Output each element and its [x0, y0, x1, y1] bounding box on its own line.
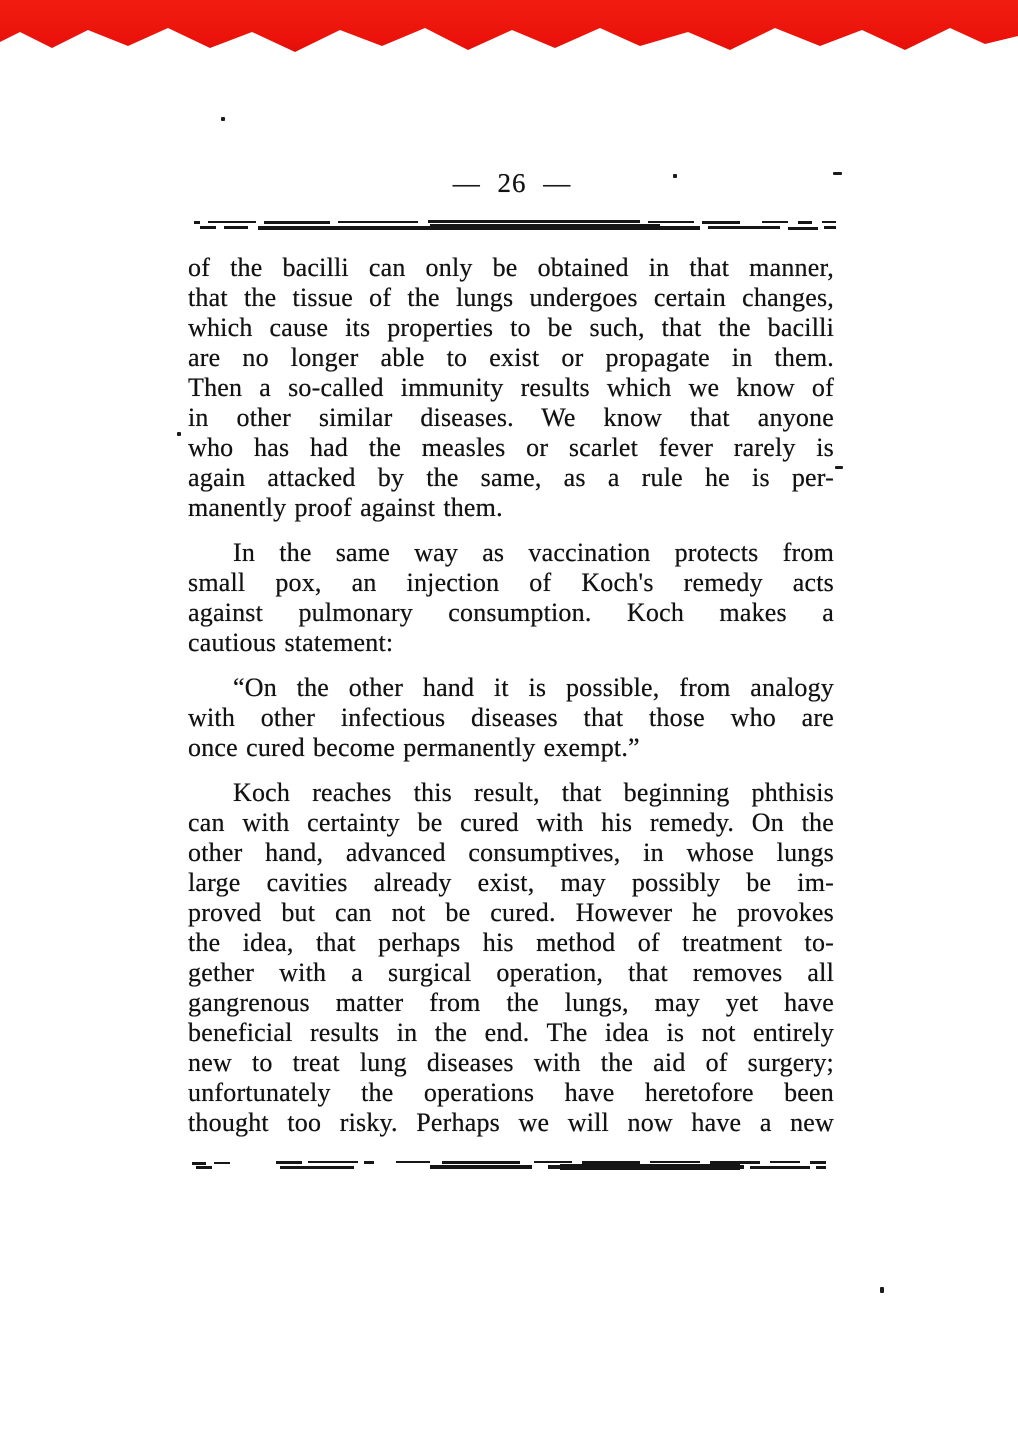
text-line: manently proof against them. [188, 493, 503, 522]
text-line: Then a so-called immunity results which we know of [188, 373, 834, 402]
text-line: new to treat lung diseases with the aid of surgery; [188, 1048, 834, 1077]
text-line: in other similar diseases. We know that anyone [188, 403, 834, 432]
text-line: the idea, that perhaps his method of treatment to- [188, 928, 834, 957]
paragraph [188, 778, 834, 1138]
text-line: which cause its properties to be such, that the bacilli [188, 313, 834, 342]
text-line: cautious statement: [188, 628, 394, 657]
text-line: “On the other hand it is possible, from analogy [233, 673, 834, 702]
text-line: once cured become permanently exempt.” [188, 733, 640, 762]
text-line: who has had the measles or scarlet fever rarely is [188, 433, 834, 462]
text-line: with other infectious diseases that those who are [188, 703, 834, 732]
text-line: unfortunately the operations have heretofore been [188, 1078, 834, 1107]
text-line: of the bacilli can only be obtained in that manner, [188, 253, 834, 282]
scan-speck [221, 117, 225, 121]
text-line: small pox, an injection of Koch's remedy acts [188, 568, 834, 597]
text-line: against pulmonary consumption. Koch makes a [188, 598, 834, 627]
text-line: gether with a surgical operation, that removes all [188, 958, 834, 987]
text-line: In the same way as vaccination protects from [233, 538, 834, 567]
scan-speck [880, 1287, 884, 1293]
paragraph [188, 538, 834, 658]
text-line: thought too risky. Perhaps we will now have a new [188, 1108, 834, 1137]
text-line: proved but can not be cured. However he provokes [188, 898, 834, 927]
torn-red-paper-edge [0, 0, 1018, 58]
text-block [188, 253, 834, 1138]
paragraph [188, 673, 834, 763]
page-number: — 26 — [452, 168, 572, 198]
text-line: other hand, advanced consumptives, in whose lungs [188, 838, 834, 867]
text-line: large cavities already exist, may possibly be im- [188, 868, 834, 897]
text-line: beneficial results in the end. The idea is not entirely [188, 1018, 834, 1047]
text-line: are no longer able to exist or propagate in them. [188, 343, 834, 372]
text-line: can with certainty be cured with his remedy. On the [188, 808, 834, 837]
scan-speck [177, 432, 181, 436]
paragraph [188, 253, 834, 523]
text-line: Koch reaches this result, that beginning phthisis [233, 778, 834, 807]
scan-speck [835, 466, 843, 469]
text-line: again attacked by the same, as a rule he is per- [188, 463, 834, 492]
text-line: that the tissue of the lungs undergoes certain changes, [188, 283, 834, 312]
text-line: gangrenous matter from the lungs, may yet have [188, 988, 834, 1017]
